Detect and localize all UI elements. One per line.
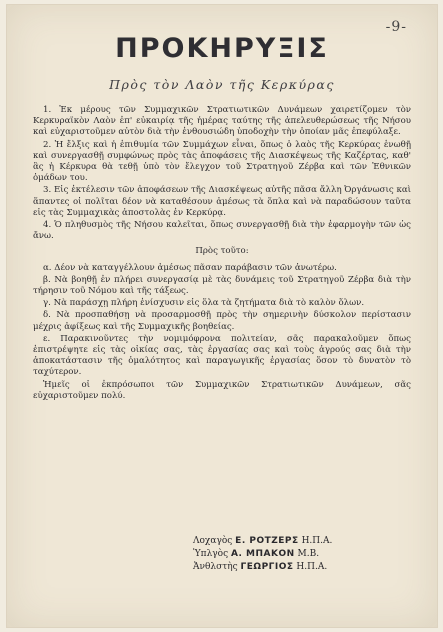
document-title: ΠΡΟΚΗΡΥΞΙΣ — [115, 33, 329, 64]
paragraph-3: 3. Εἰς ἐκτέλεσιν τῶν ἀποφάσεων τῆς Διασκέψεως αὐτῆς πᾶσα ἄλλη Ὀργάνωσις καὶ ἅπαντες οἱ πολῖται δέον νὰ καταθέσουν ἀμέσως τὰ ὅπλα καὶ νὰ παραδώσουν ταῦτα εἰς τὰς Συμμαχικὰς ἀποστολὰς ἐν Κερκύρᾳ. — [33, 185, 411, 218]
signature-line — [33, 561, 411, 574]
item-b: β. Νὰ βοηθῇ ἐν πλήρει συνεργασίᾳ μὲ τὰς δυνάμεις τοῦ Στρατηγοῦ Ζέρβα διὰ τὴν τήρησιν τοῦ Νόμου καὶ τῆς τάξεως. — [33, 274, 411, 297]
center-line: Πρὸς τοῦτο: — [195, 246, 249, 257]
paragraph-2: 2. Ἡ ἔλξις καὶ ἡ ἐπιθυμία τῶν Συμμάχων εἶναι, ὅπως ὁ λαὸς τῆς Κερκύρας ἑνωθῇ καὶ συνεργασθῇ συμφώνως πρὸς τὰς ἀποφάσεις τῆς Διασκέψεως τῆς Καζέρτας, καθ' ἃς ἡ Κέρκυρα θὰ τεθῇ ὑπὸ τὸν ἔλεγχον τοῦ Στρατηγοῦ Ζέρβα καὶ τῶν Ἐθνικῶν ὁμάδων του. — [33, 139, 411, 184]
signature-unit: Μ.Β. — [297, 549, 320, 559]
item-a: α. Δέον νὰ καταγγέλλουν ἀμέσως πᾶσαν παράβασιν τῶν ἀνωτέρω. — [43, 262, 337, 273]
paragraph-1: 1. Ἐκ μέρους τῶν Συμμαχικῶν Στρατιωτικῶν Δυνάμεων χαιρετίζομεν τὸν Κερκυραϊκὸν Λαὸν ἐπ' εὐκαιρίᾳ τῆς ἡμέρας ταύτης τῆς ἀπελευθερώσεως τῆς Νήσου καὶ εὐχαριστοῦμεν αὐτὸν διὰ τὴν ἐνθουσιώδη ὑποδοχὴν τὴν ὁποίαν μᾶς ἐπεφύλαξε. — [33, 105, 411, 138]
item-c: γ. Νὰ παράσχῃ πλήρη ἐνίσχυσιν εἰς ὅλα τὰ ζητήματα διὰ τὸ καλὸν ὅλων. — [43, 298, 365, 309]
signature-unit: Η.Π.Α. — [301, 536, 333, 546]
signature-line — [33, 535, 411, 548]
signature-line — [33, 548, 411, 561]
document-body — [33, 105, 411, 403]
signature-unit: Η.Π.Α. — [296, 562, 328, 572]
paragraph-4: 4. Ὁ πληθυσμὸς τῆς Νήσου καλεῖται, ὅπως συνεργασθῇ διὰ τὴν ἐφαρμογὴν τῶν ὡς ἄνω. — [33, 220, 411, 242]
closing-line: Ἡμεῖς οἱ ἐκπρόσωποι τῶν Συμμαχικῶν Στρατιωτικῶν Δυνάμεων, σᾶς εὐχαριστοῦμεν πολύ. — [33, 379, 411, 401]
page-number: -9- — [385, 19, 407, 35]
signature-rank: Ἀνθλστὴς — [193, 562, 238, 572]
signature-block — [33, 535, 411, 574]
signature-name: Ε. ΡΟΤΖΕΡΣ — [235, 536, 299, 546]
signature-rank: Λοχαγὸς — [193, 536, 233, 546]
signature-name: ΓΕΩΡΓΙΟΣ — [240, 562, 294, 572]
document-subtitle: Πρὸς τὸν Λαὸν τῆς Κερκύρας — [109, 77, 335, 92]
item-e: ε. Παρακινοῦντες τὴν νομιμόφρονα πολιτείαν, σᾶς παρακαλοῦμεν ὅπως ἐπιστρέψητε εἰς τὰς οἰκίας σας, τὰς ἐργασίας σας καὶ τοὺς ἀγρούς σας διὰ τὴν ἀποκατάστασιν τῆς ὁμαλότητος καὶ παραγωγικῆς ἐργασίας ὅσον τὸ δυνατὸν τὸ ταχύτερον. — [33, 333, 411, 378]
signature-name: Α. ΜΠΑΚΟΝ — [231, 549, 295, 559]
signature-rank: Ὑπλγὸς — [193, 549, 229, 559]
item-d: δ. Νὰ προσπαθήσῃ νὰ προσαρμοσθῇ πρὸς τὴν σημερινὴν δύσκολον περίστασιν μέχρις ἀφίξεως καὶ τῆς Συμμαχικῆς βοηθείας. — [33, 310, 411, 332]
proclamation-sheet — [6, 4, 438, 628]
